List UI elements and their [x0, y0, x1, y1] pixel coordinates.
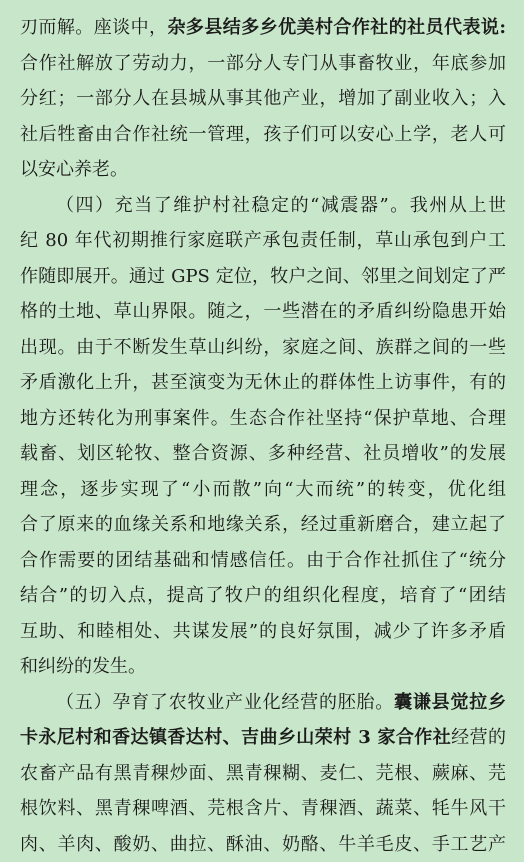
text-line [20, 46, 506, 82]
text-line [20, 543, 506, 579]
text-line [20, 188, 506, 224]
text-line [20, 507, 506, 543]
text-segment: 合作需要的团结基础和情感信任。由于合作社抓住了“统分 [20, 550, 506, 571]
text-segment: 纪 80 年代初期推行家庭联产承包责任制，草山承包到户工 [20, 230, 506, 251]
text-line [20, 472, 506, 508]
text-segment: 刃而解。座谈中， [20, 17, 168, 38]
text-segment: 载畜、划区轮牧、整合资源、多种经营、社员增收”的发展 [20, 443, 506, 464]
text-line [20, 614, 506, 650]
text-segment: 结合”的切入点，提高了牧户的组织化程度，培育了“团结 [20, 585, 506, 606]
text-segment: 根饮料、黑青稞啤酒、芫根含片、青稞酒、蔬菜、牦牛风干 [20, 798, 506, 819]
text-segment: 地方还转化为刑事案件。生态合作社坚持“保护草地、合理 [20, 408, 506, 429]
text-line [20, 401, 506, 437]
text-line [20, 223, 506, 259]
bold-text-segment: 卡永尼村和香达镇香达村、吉曲乡山荣村 3 家合作社 [20, 727, 451, 748]
text-segment: （五）孕育了农牧业产业化经营的胚胎。 [56, 692, 394, 713]
text-segment: （四）充当了维护村社稳定的“减震器”。我州从上世 [56, 195, 506, 216]
text-line [20, 720, 506, 756]
text-line [20, 578, 506, 614]
text-segment: 矛盾激化上升，甚至演变为无休止的群体性上访事件，有的 [20, 372, 506, 393]
text-line [20, 791, 506, 827]
text-line [20, 330, 506, 366]
text-line [20, 649, 506, 685]
text-segment: 格的土地、草山界限。随之，一些潜在的矛盾纠纷隐患开始 [20, 301, 506, 322]
text-line [20, 685, 506, 721]
text-line [20, 117, 506, 153]
text-segment: 和纠纷的发生。 [20, 656, 146, 677]
text-segment: 互助、和睦相处、共谋发展”的良好氛围，减少了许多矛盾 [20, 621, 506, 642]
text-segment: 社后牲畜由合作社统一管理，孩子们可以安心上学，老人可 [20, 124, 506, 145]
text-segment: 经营的 [451, 727, 506, 748]
text-line [20, 436, 506, 472]
text-line [20, 259, 506, 295]
text-segment: 肉、羊肉、酸奶、曲拉、酥油、奶酪、牛羊毛皮、手工艺产 [20, 834, 506, 855]
text-line [20, 294, 506, 330]
text-line [20, 827, 506, 862]
text-segment: 以安心养老。 [20, 159, 128, 180]
text-segment: 分红；一部分人在县城从事其他产业，增加了副业收入；入 [20, 88, 506, 109]
text-segment: 合作社解放了劳动力，一部分人专门从事畜牧业，年底参加 [20, 53, 506, 74]
bold-text-segment: 囊谦县觉拉乡 [394, 692, 506, 713]
text-segment: 出现。由于不断发生草山纠纷，家庭之间、族群之间的一些 [20, 337, 506, 358]
bold-text-segment: 杂多县结多乡优美村合作社的社员代表说: [168, 17, 507, 38]
text-line [20, 10, 506, 46]
text-segment: 作随即展开。通过 GPS 定位，牧户之间、邻里之间划定了严 [20, 266, 506, 287]
text-segment: 合了原来的血缘关系和地缘关系，经过重新磨合，建立起了 [20, 514, 506, 535]
text-line [20, 152, 506, 188]
text-line [20, 756, 506, 792]
text-line [20, 81, 506, 117]
text-segment: 理念，逐步实现了“小而散”向“大而统”的转变，优化组 [20, 479, 506, 500]
text-segment: 农畜产品有黑青稞炒面、黑青稞糊、麦仁、芫根、蕨麻、芫 [20, 763, 506, 784]
text-line [20, 365, 506, 401]
